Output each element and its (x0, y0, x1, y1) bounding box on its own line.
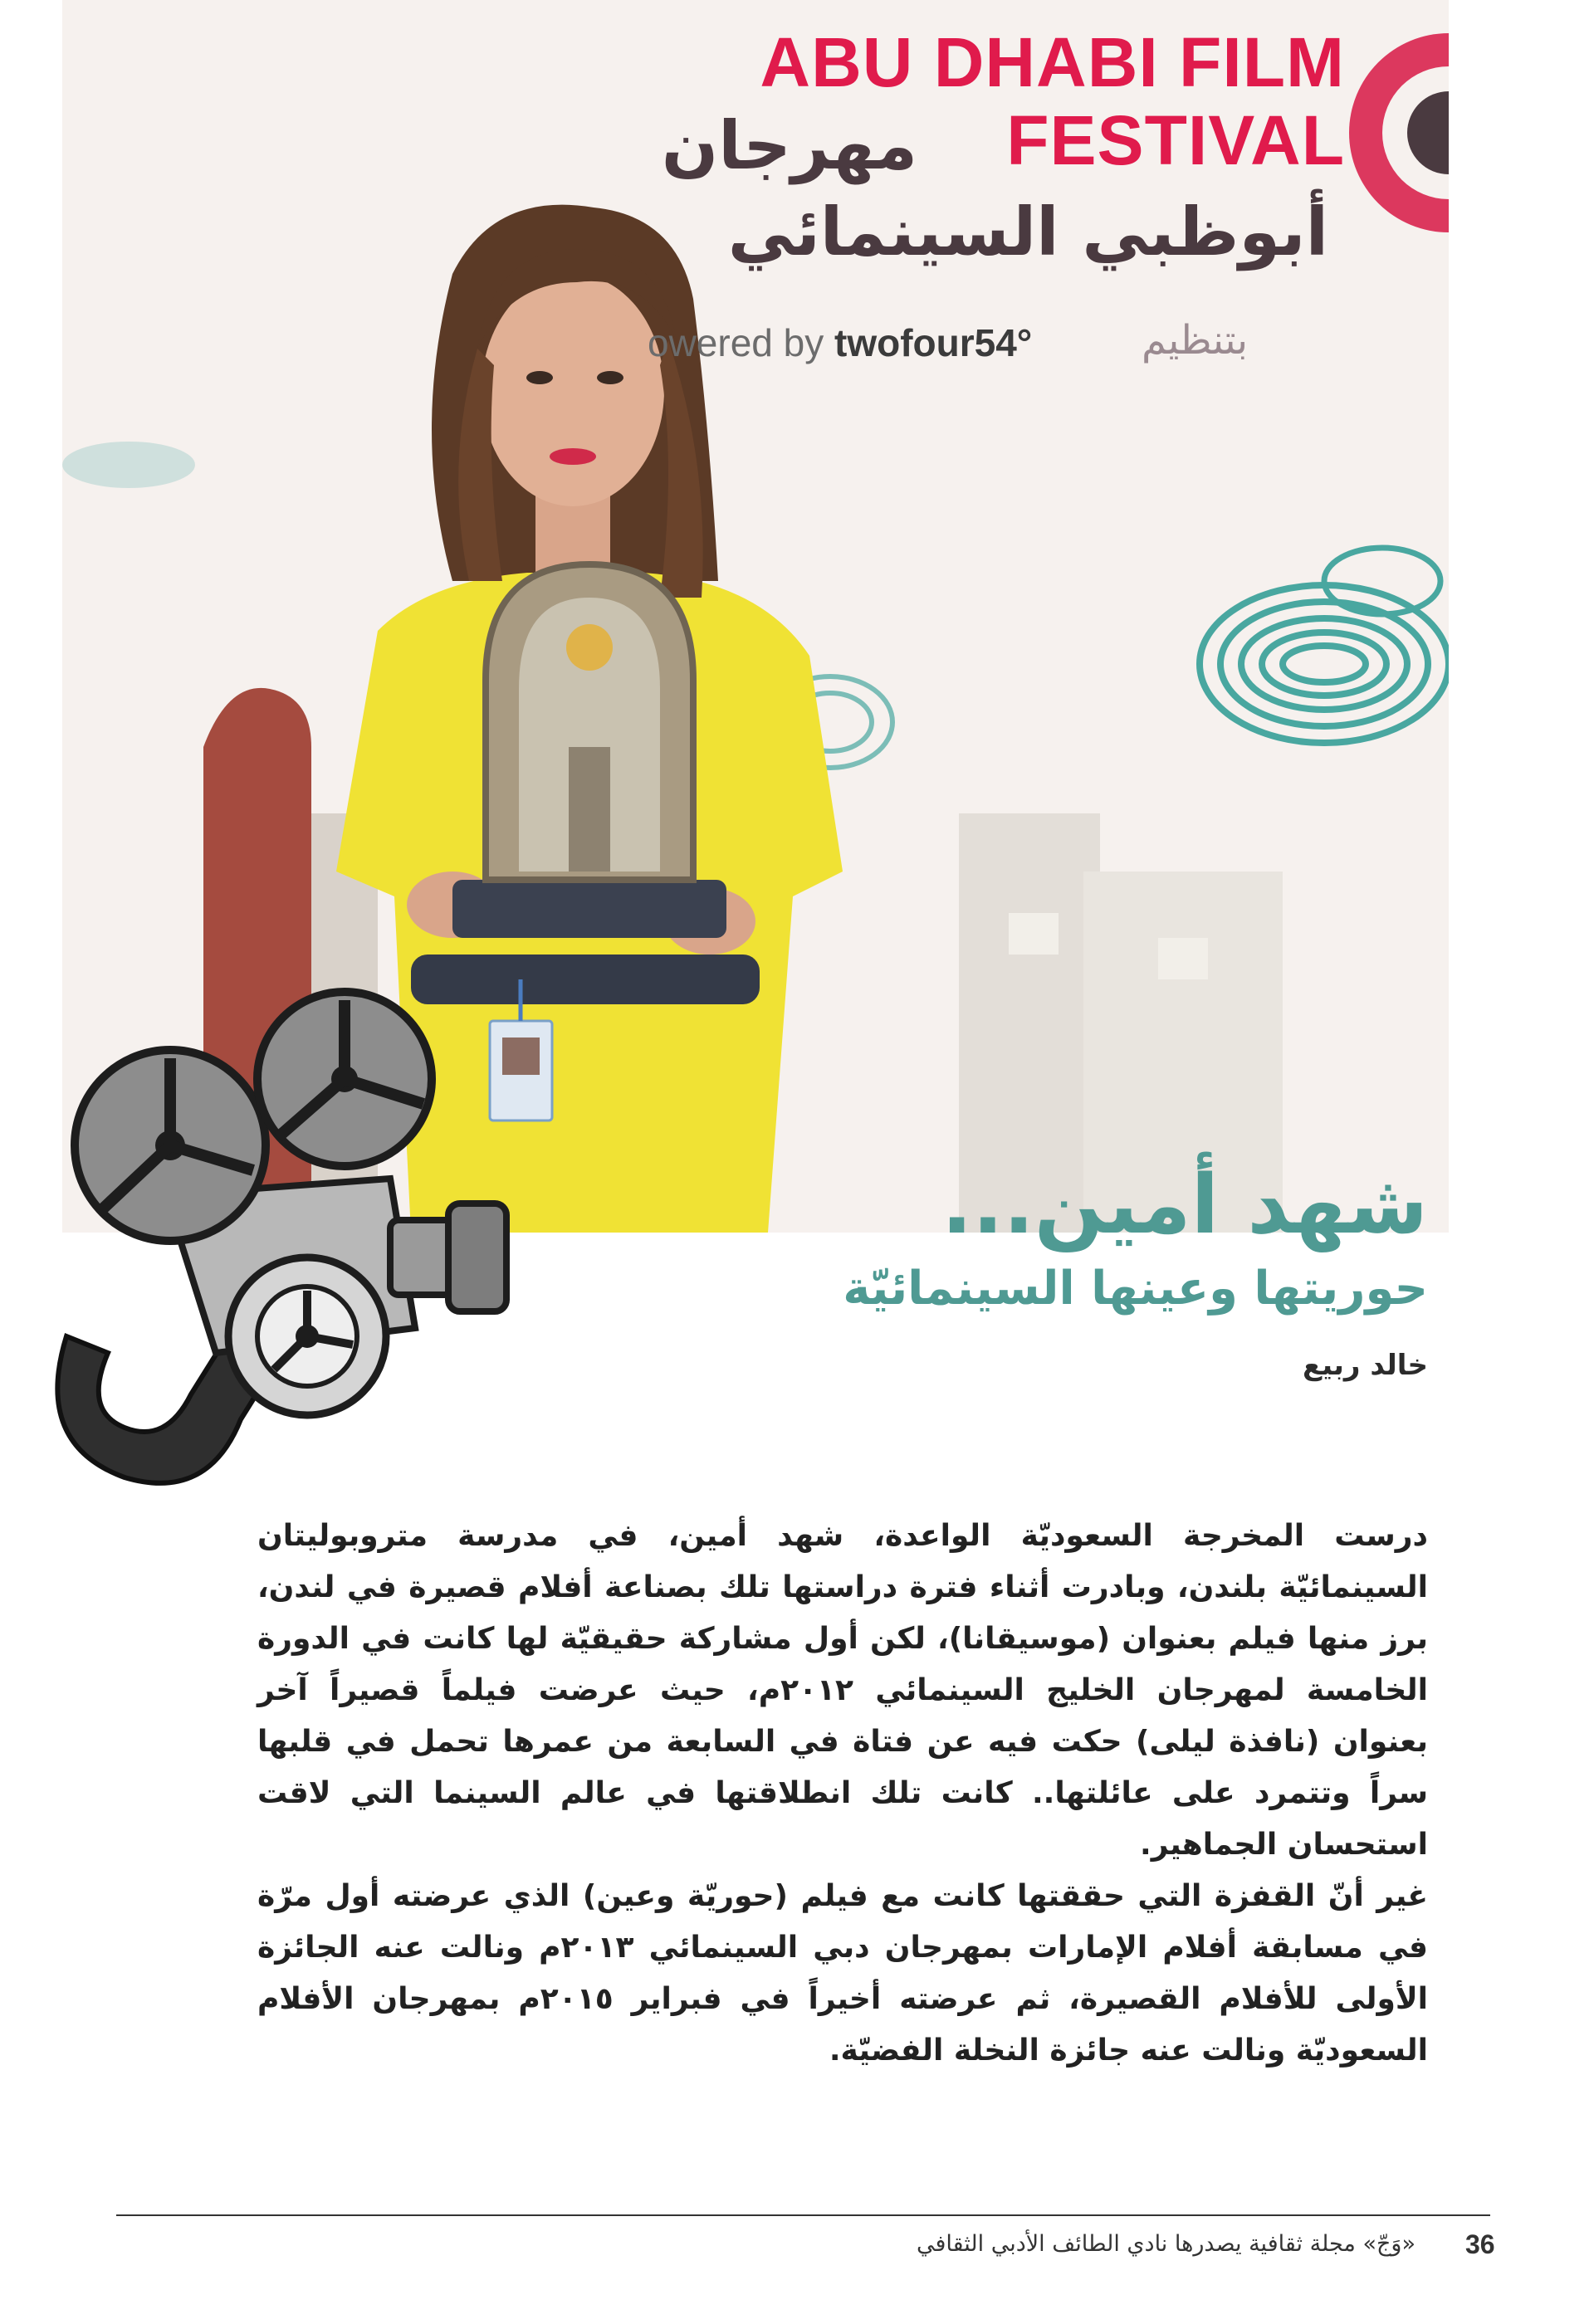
festival-title-en-line2: FESTIVAL (1006, 101, 1345, 179)
footer-caption: «وَجّ» مجلة ثقافية يصدرها نادي الطائف الأدبي الثقافي (916, 2231, 1416, 2257)
article-paragraph: درست المخرجة السعوديّة الواعدة، شهد أمين، في مدرسة متروبوليتان السينمائيّة بلندن، وبادرت أثناء فترة دراستها تلك بصناعة أفلام قصيرة في لندن، برز منها فيلم بعنوان (موسيقانا)، لكن أول مشاركة حقيقيّة لها كانت في الدورة الخامسة لمهرجان الخليج السينمائي ٢٠١٢م، حيث عرضت فيلماً قصيراً آخر بعنوان (نافذة ليلى) حكت فيه عن فتاة في السابعة من عمرها تحمل في قلبها سراً وتتمرد على عائلتها.. كانت تلك انطلاقتها في عالم السينما التي لاقت استحسان الجماهير. (257, 1519, 1428, 1862)
powered-by-ar-text: بتنظيم (1142, 317, 1249, 364)
festival-title-en-line1: ABU DHABI FILM (760, 23, 1345, 101)
powered-brand: twofour54° (834, 321, 1033, 364)
article-author: خالد ربيع (1303, 1349, 1428, 1382)
film-projector-illustration (33, 979, 548, 1519)
page-number: 36 (1465, 2229, 1495, 2259)
powered-prefix: owered by (648, 321, 835, 364)
article-subtitle: حوريتها وعينها السينمائيّة (843, 1262, 1428, 1316)
festival-title-ar-line2: أبوظبي السينمائي (727, 193, 1328, 271)
powered-by-text (648, 320, 1032, 365)
festival-title-ar-line1: مهرجان (661, 107, 917, 184)
article-title: شهد أمين... (941, 1158, 1428, 1252)
cloud-left-graphic (62, 442, 195, 488)
footer-divider (116, 2214, 1490, 2216)
article-paragraph: غير أنّ القفزة التي حققتها كانت مع فيلم (حوريّة وعين) الذي عرضته أول مرّة في مسابقة أفلام الإمارات بمهرجان دبي السينمائي ٢٠١٣م ونالت عنه الجائزة الأولى للأفلام القصيرة، ثم عرضته أخيراً في فبراير ٢٠١٥م بمهرجان الأفلام السعوديّة ونالت عنه جائزة النخلة الفضيّة. (257, 1879, 1428, 2068)
trophy-graphic (452, 564, 726, 938)
article-body (257, 1511, 1428, 2077)
